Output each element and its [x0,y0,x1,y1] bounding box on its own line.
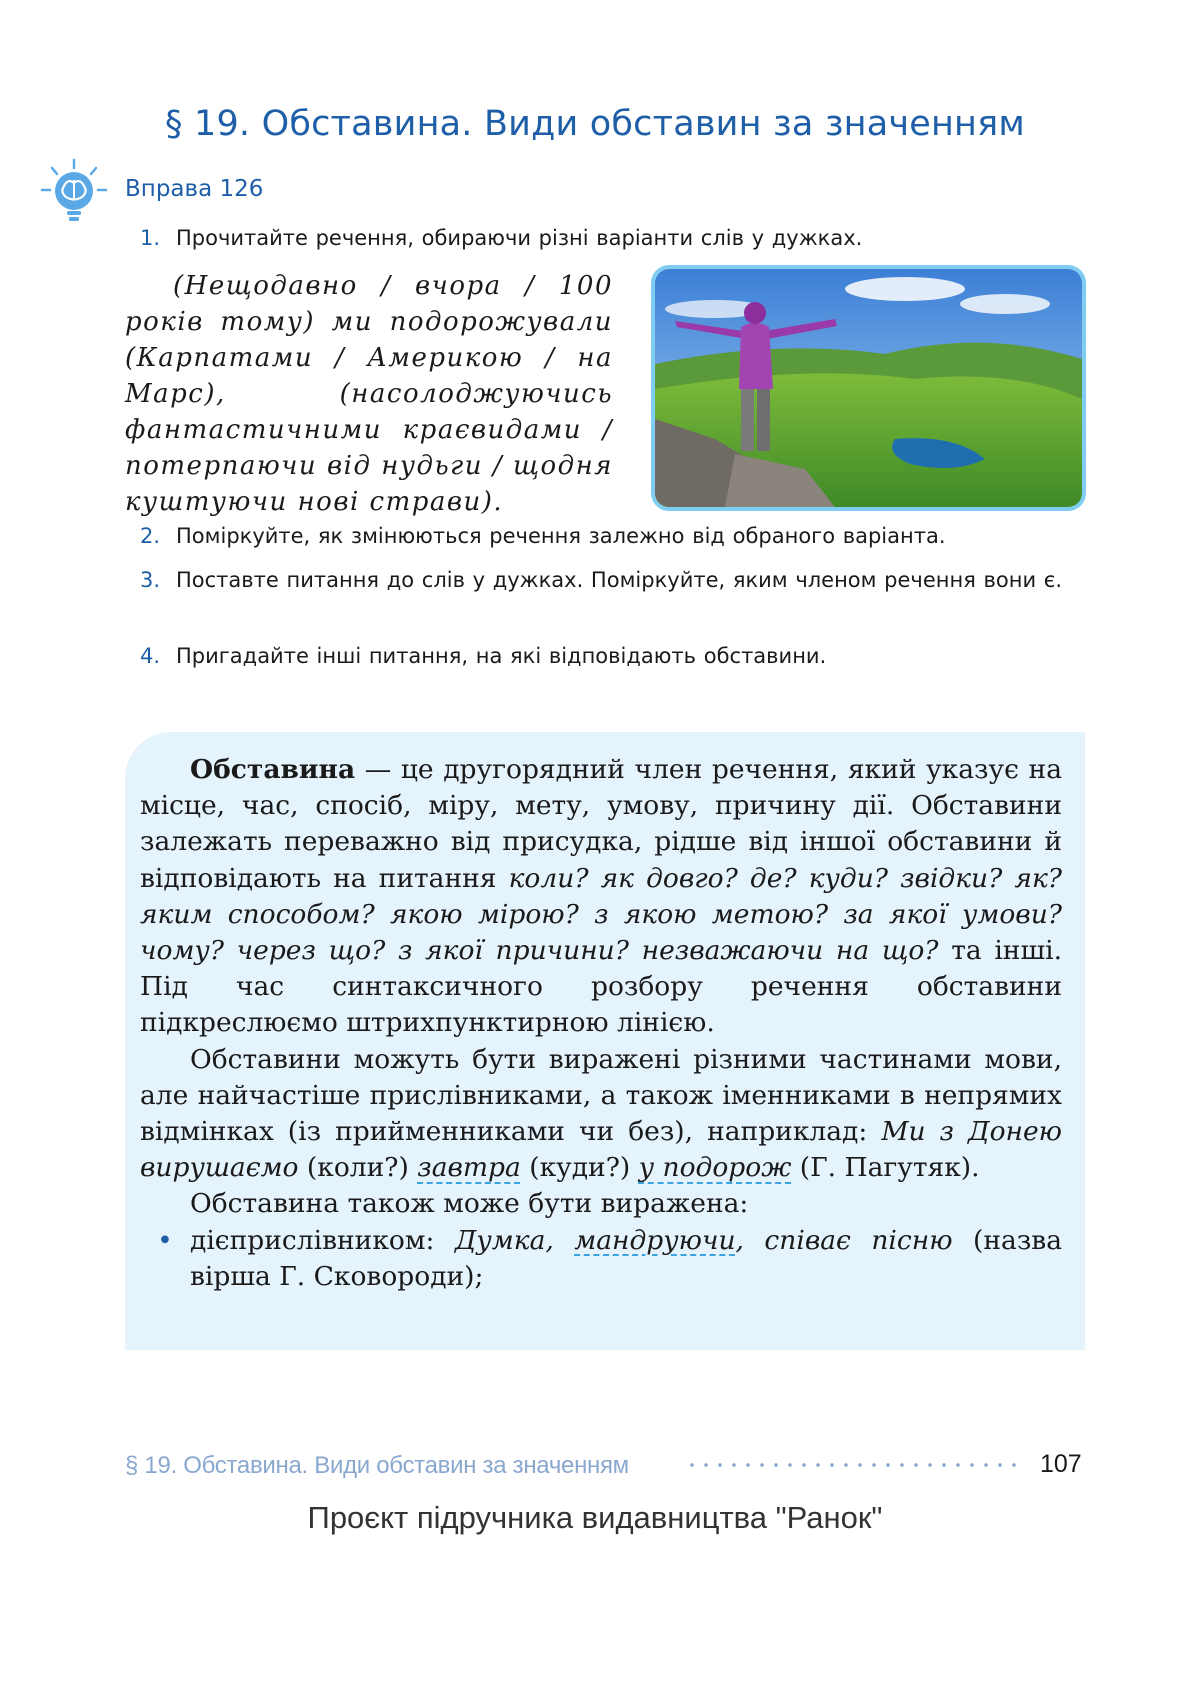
task-number: 4. [140,644,161,668]
task-text: Поставте питання до слів у дужках. Поміркуйте, яким членом речення вони є. [176,568,1062,592]
bullet-lead: дієприслівником: [190,1224,455,1256]
example-question: (куди?) [520,1152,639,1184]
footer-section-title: § 19. Обставина. Види обставин за значенням [125,1452,629,1479]
rule-paragraph [140,1042,1062,1187]
task-text: Прочитайте речення, обираючи різні варіанти слів у дужках. [176,226,863,250]
rule-questions: коли? як довго? де? куди? звідки? як? яким способом? якою мірою? з якою метою? за якої умови? чому? через що? з якої причини? незважаючи на що? [140,862,1062,967]
task-text: Поміркуйте, як змінюються речення залежно від обраного варіанта. [176,524,946,548]
exercise-label: Вправа 126 [125,176,264,202]
page-title: § 19. Обставина. Види обставин за значенням [164,104,1026,144]
task-item [140,520,1084,552]
example-source: (Г. Пагутяк). [791,1152,980,1184]
rule-paragraph: Обставина також може бути виражена: [190,1188,749,1220]
task-item [140,640,1084,672]
rule-bullet-item [140,1223,1062,1295]
mountain-photo [651,265,1086,511]
publisher-note: Проєкт підручника видавництва "Ранок" [307,1500,883,1535]
task-number: 1. [140,226,161,250]
example-text: , співає пісню [735,1224,953,1256]
rule-definition: — це другорядний член речення, який указує на місце, час, спосіб, міру, мету, умову, причину дії. Обставини залежать переважно від присудка, рідше від іншої обставини й відповідають на питання [140,754,1062,894]
example-text: Ми з Донею вирушаємо [140,1116,1063,1184]
example-adverbial: у подорож [638,1152,792,1184]
bullet-text [190,1223,1062,1295]
example-adverbial: мандруючи [574,1224,736,1256]
footer-dot-leader [685,1462,1020,1468]
task-item [140,564,1084,596]
exercise-sentence: (Нещодавно / вчора / 100 років тому) ми подорожували (Карпатами / Америкою / на Марс), (насолоджуючись фантастичними краєвидами / потерпаючи від нудьги / щодня куштуючи нові страви). [125,271,613,517]
brain-lightbulb-icon [38,156,110,228]
rule-text-span: Обставини можуть бути виражені різними частинами мови, але найчастіше прислівниками, а також іменниками в непрямих відмінках (із прийменниками чи без), наприклад: [140,1043,1062,1148]
example-text: Думка, [454,1224,575,1256]
task-number: 2. [140,524,161,548]
rule-term: Обставина [190,754,356,785]
rule-definition-end: та інші. Під час синтаксичного розбору речення обставини підкреслюємо штрихпунктирною лінією. [140,935,1062,1039]
rule-paragraph [140,752,1062,1042]
example-source: (назва вірша Г. Сковороди); [190,1224,1062,1292]
rule-text [140,752,1062,1295]
task-text: Пригадайте інші питання, на які відповідають обставини. [176,644,827,668]
example-question: (коли?) [298,1152,418,1184]
task-item [140,222,1084,254]
task-number: 3. [140,568,161,592]
page-number: 107 [1040,1450,1082,1478]
bullet-marker: • [157,1224,173,1256]
example-adverbial: завтра [417,1152,521,1184]
